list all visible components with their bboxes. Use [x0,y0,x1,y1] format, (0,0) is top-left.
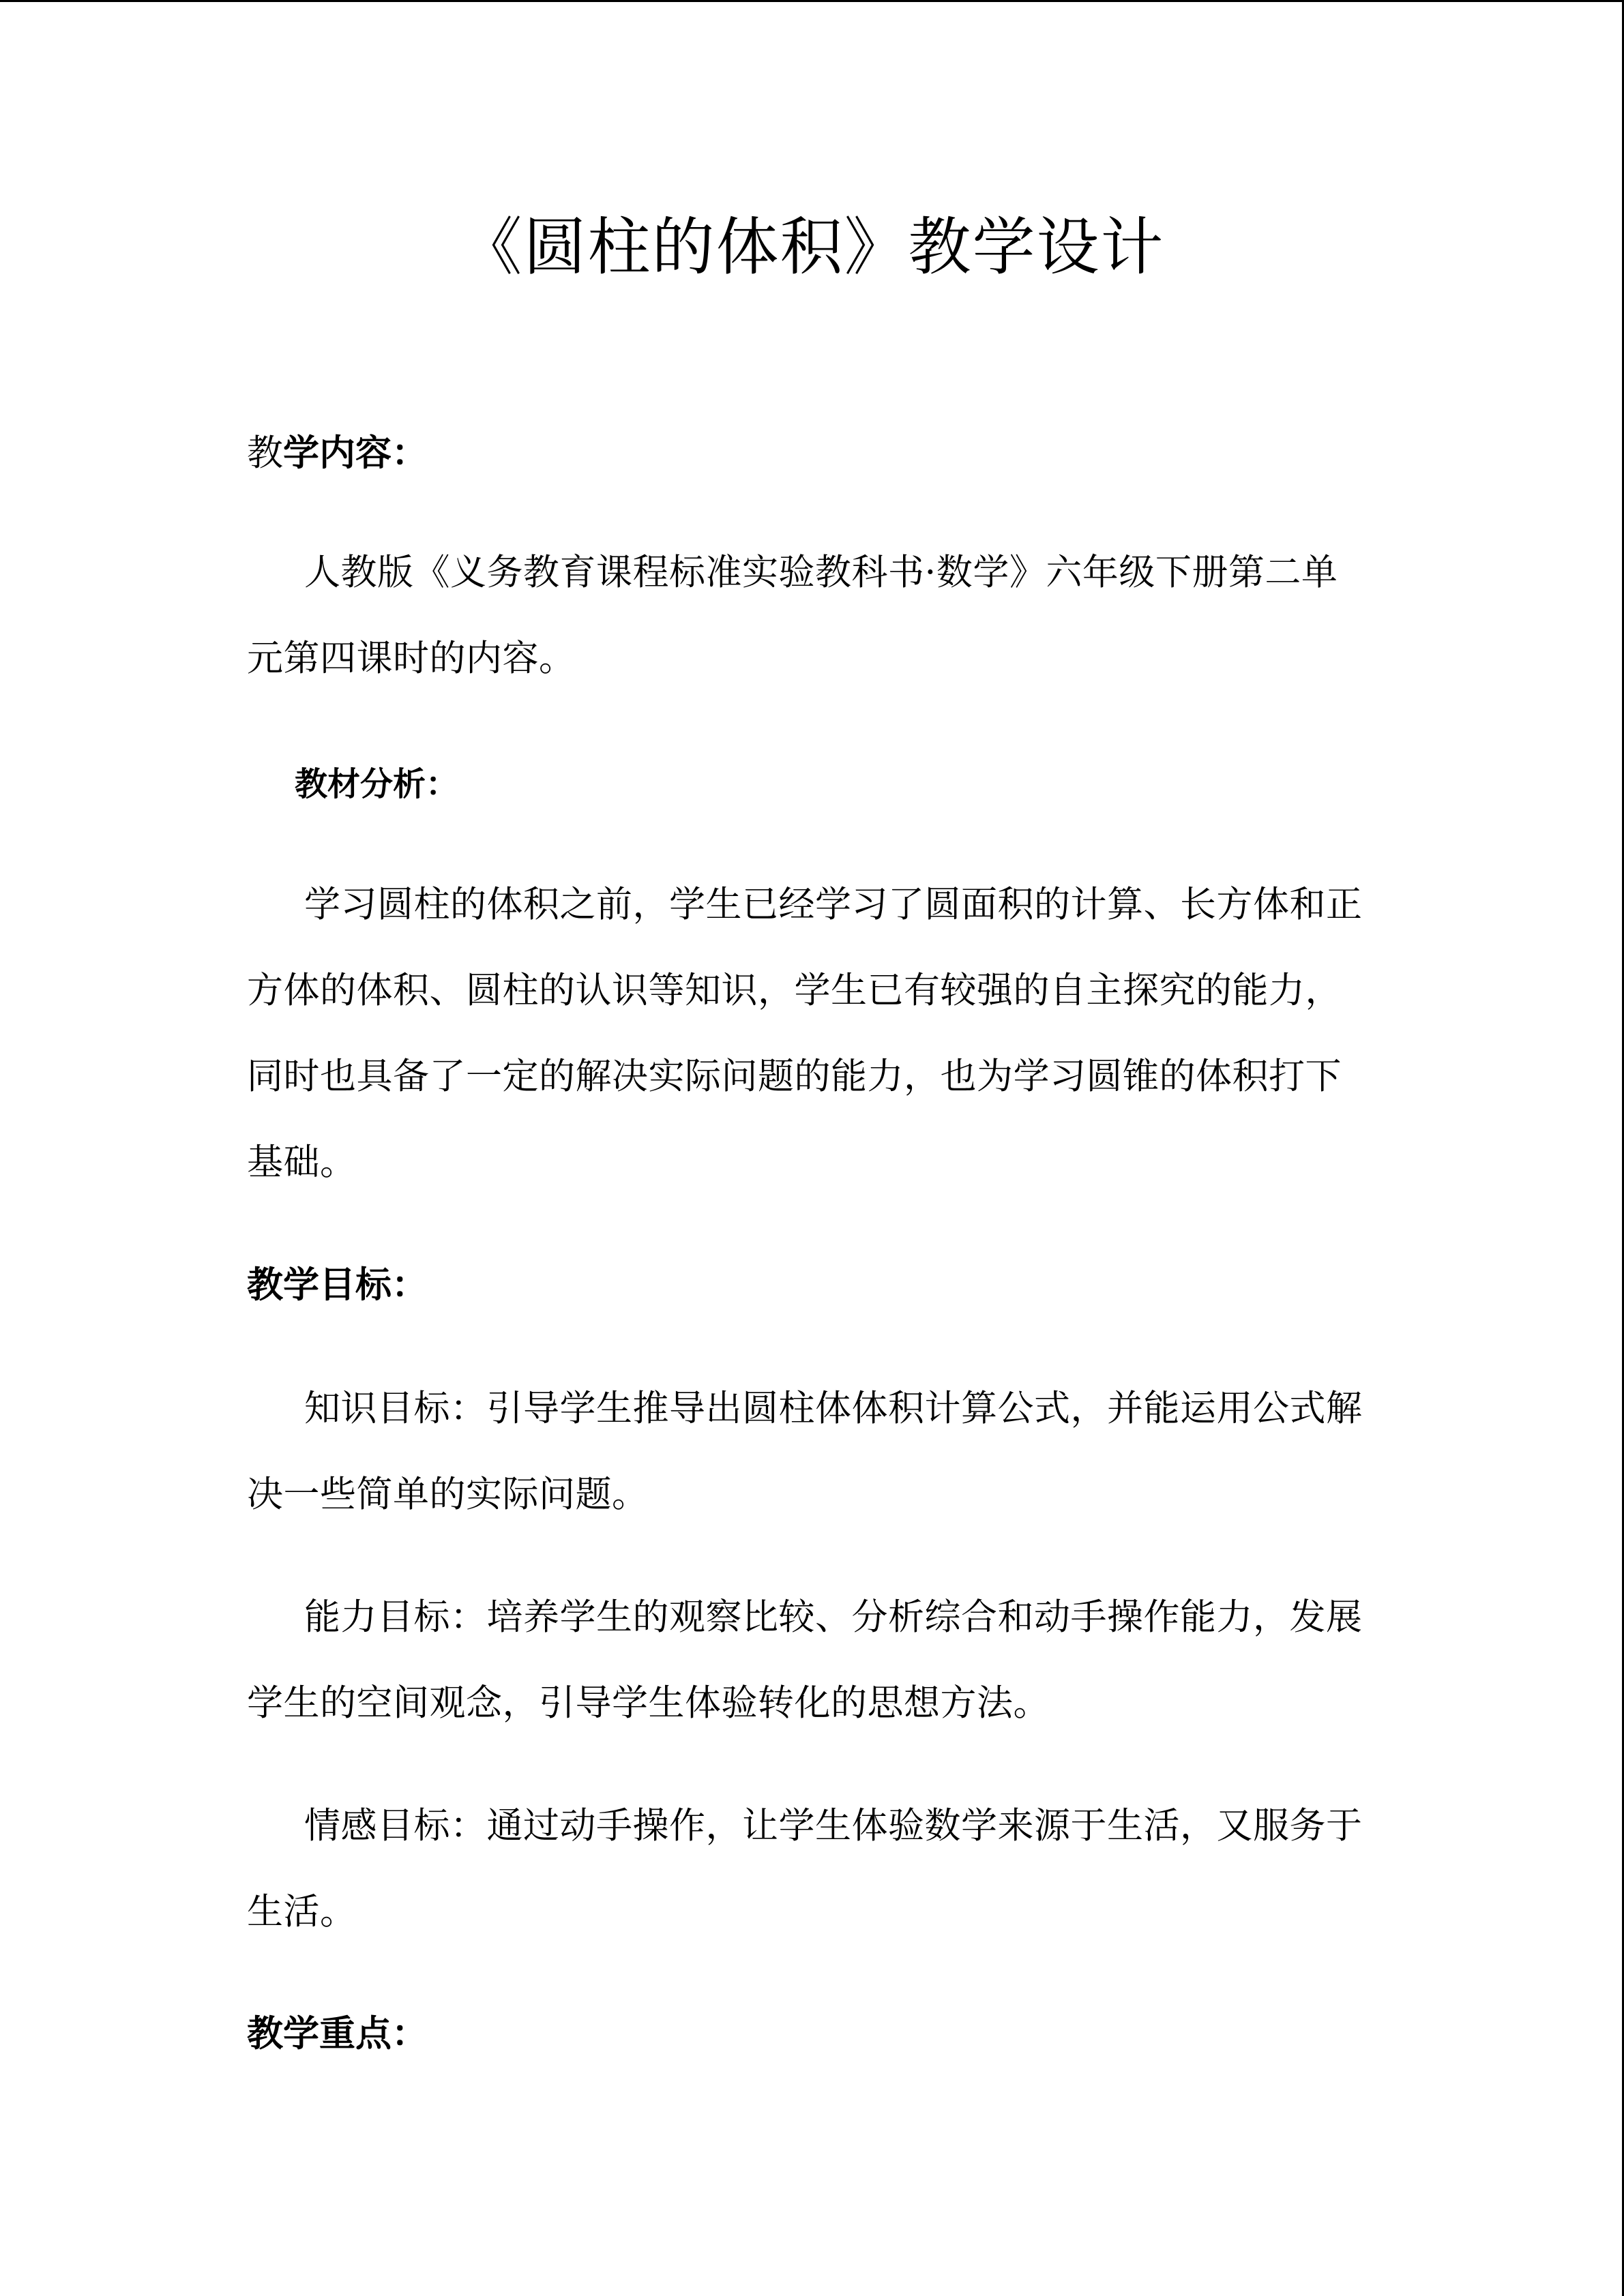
paragraph-content: 人教版《义务教育课程标准实验教科书·数学》六年级下册第二单元第四课时的内容。 [247,552,1338,679]
section-heading-content [247,429,428,477]
paragraph-emotion-objective: 情感目标：通过动手操作，让学生体验数学来源于生活，又服务于生活。 [247,1805,1363,1933]
section-heading-content-first-char: 教 [247,432,283,474]
document-title: 《圆柱的体积》教学设计 [459,211,1165,284]
section-heading-objectives: 教学目标： [247,1264,428,1306]
section-heading-content-rest: 学内容： [283,432,428,474]
section-heading-analysis: 教材分析： [295,765,459,803]
paragraph-ability-objective: 能力目标：培养学生的观察比较、分析综合和动手操作能力，发展学生的空间观念，引导学生体验转化的思想方法。 [247,1596,1363,1724]
paragraph-knowledge-objective: 知识目标：引导学生推导出圆柱体体积计算公式，并能运用公式解决一些简单的实际问题。 [247,1388,1363,1515]
paragraph-analysis: 学习圆柱的体积之前，学生已经学习了圆面积的计算、长方体和正方体的体积、圆柱的认识等知识，学生已有较强的自主探究的能力，同时也具备了一定的解决实际问题的能力，也为学习圆锥的体积打下基础。 [247,884,1363,1183]
section-heading-key-points: 教学重点： [247,2012,428,2055]
